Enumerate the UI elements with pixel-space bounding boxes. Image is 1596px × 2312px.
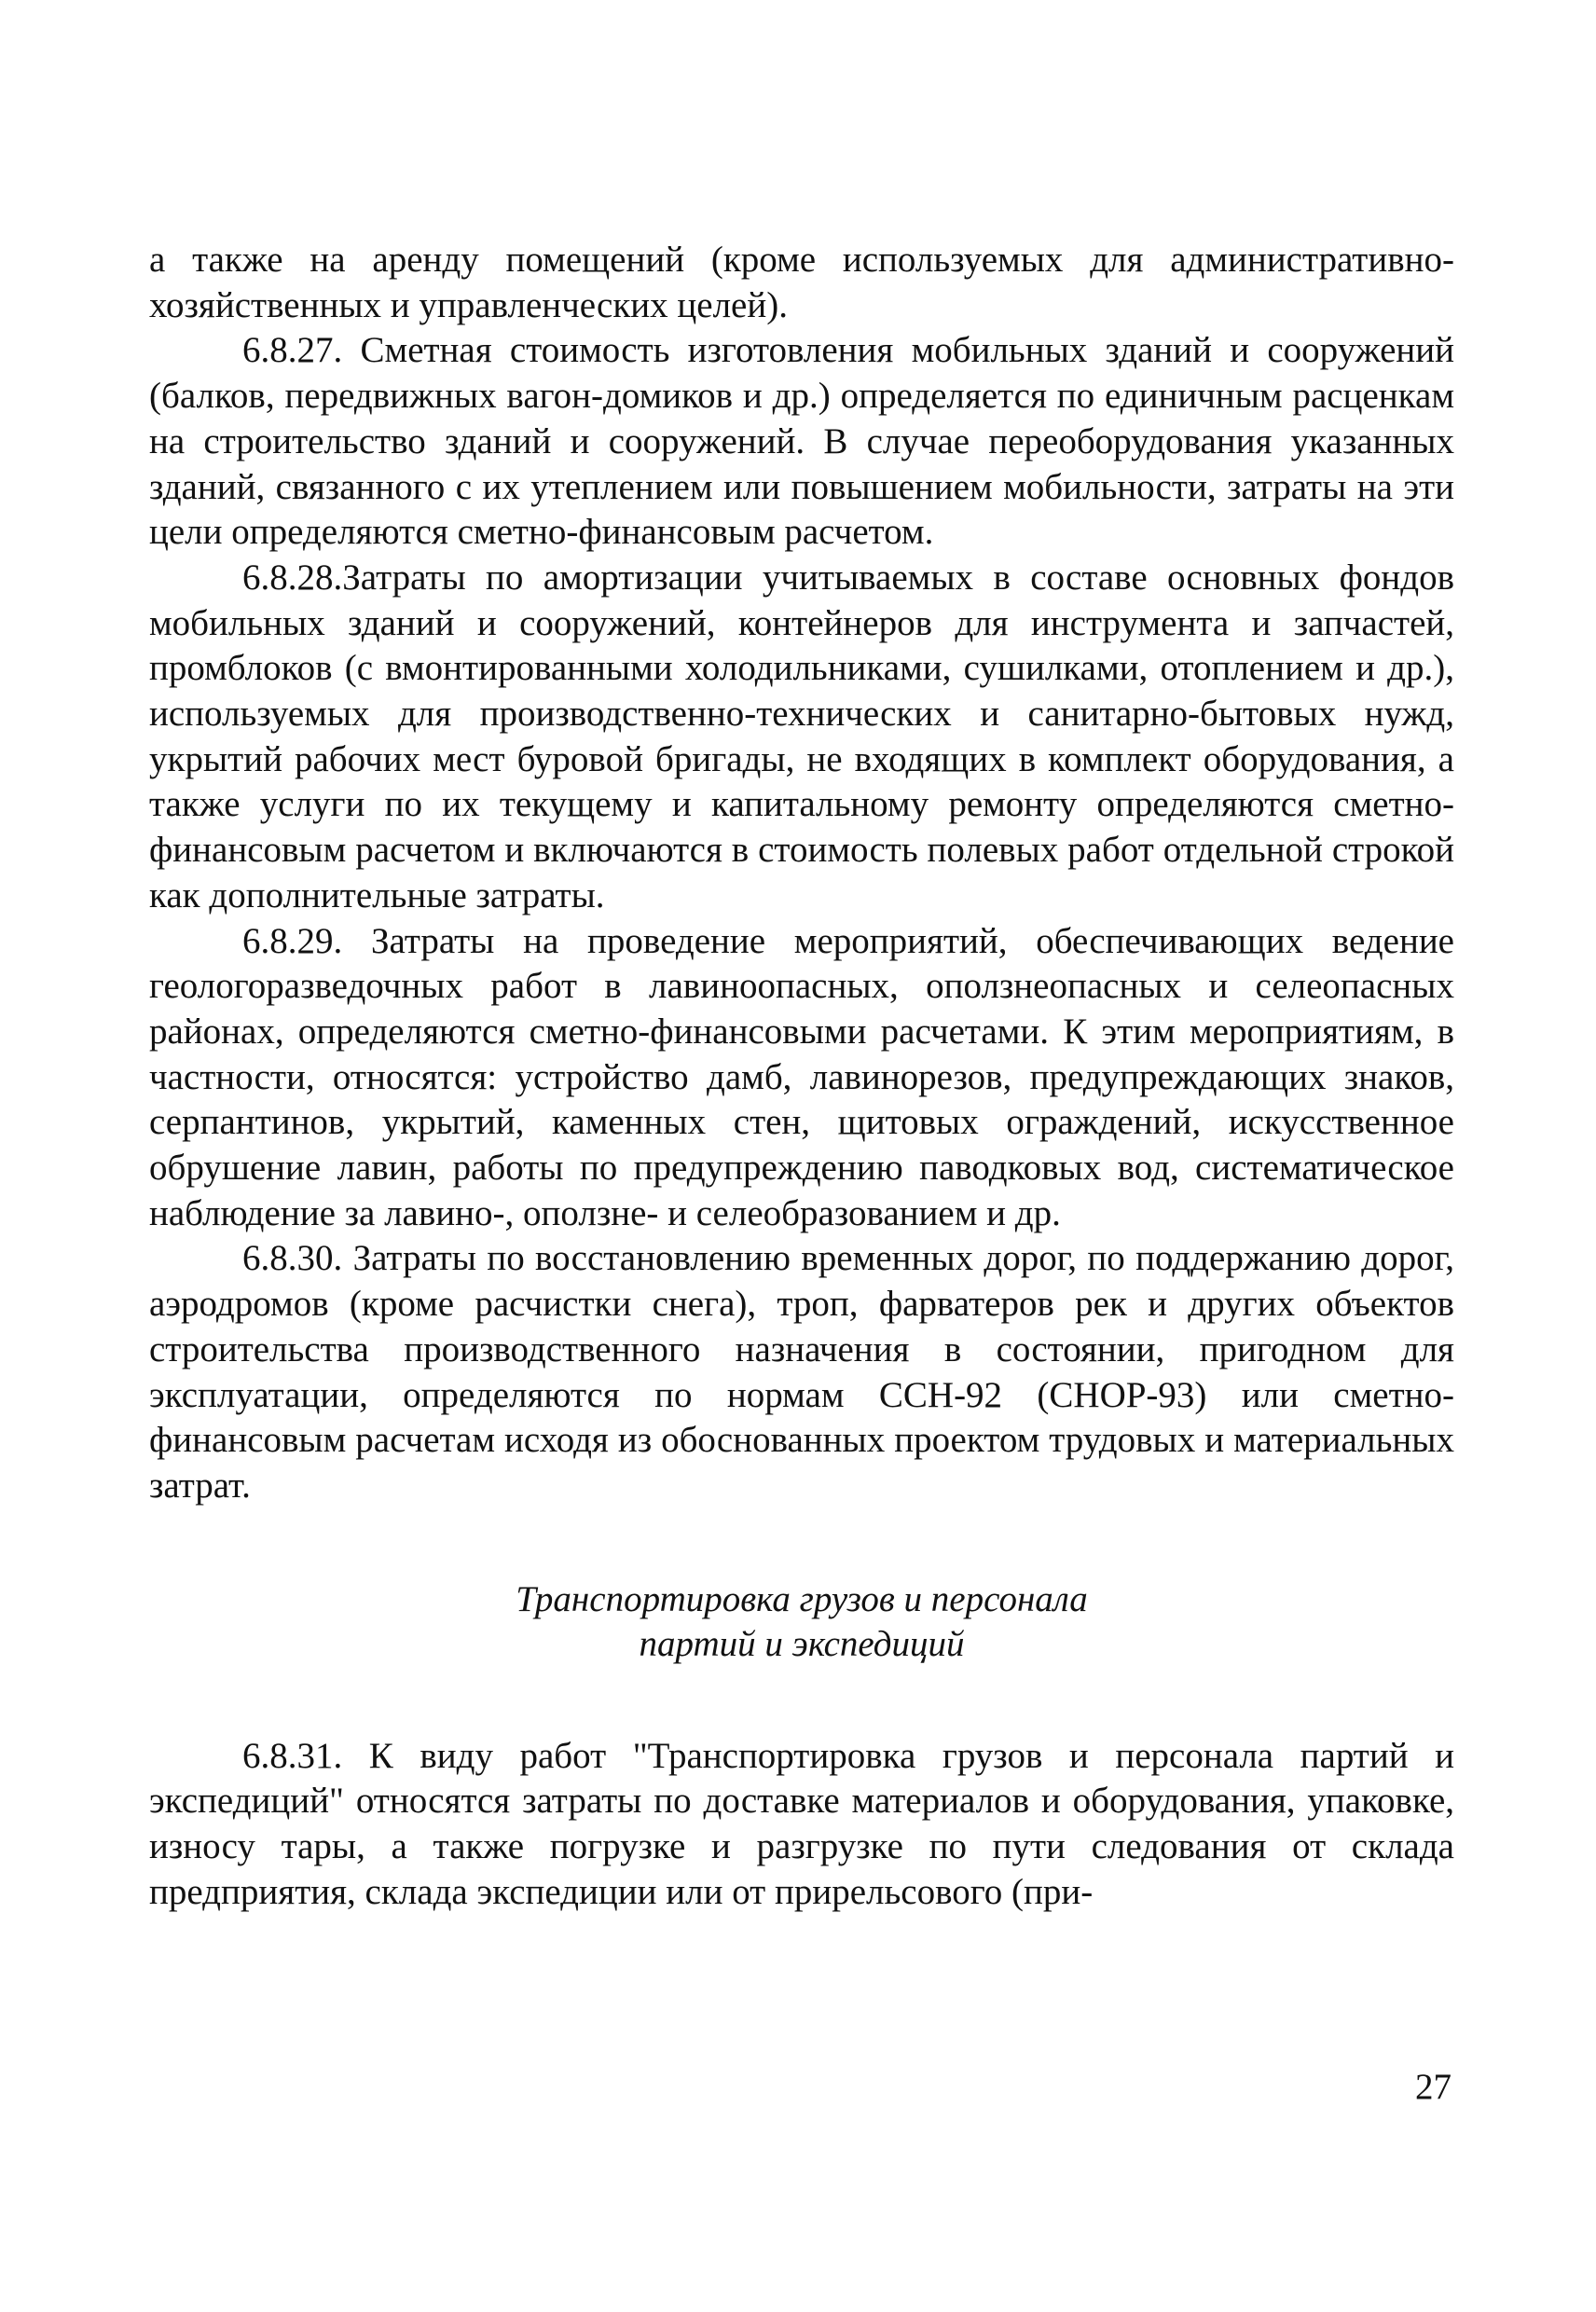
paragraph-6-8-27: 6.8.27. Сметная стоимость изготовления мобильных зданий и сооружений (балков, передвижных вагон-домиков и др.) определяется по единичным расценкам на строительство зданий и сооружений. В случае переоборудования указанных зданий, связанного с их утеплением или повышением мобильности, затраты на эти цели определяются сметно-финансовым расчетом. (149, 330, 1454, 553)
paragraph-6-8-31: 6.8.31. К виду работ "Транспортировка грузов и персонала партий и экспедиций" относятся затраты по доставке материалов и оборудования, упаковке, износу тары, а также погрузке и разгрузке по пути следования от склада предприятия, склада экспедиции или от прирельсового (при- (149, 1735, 1454, 1912)
section-title-line-1: Транспортировка грузов и персонала (516, 1578, 1088, 1619)
paragraph-continuation: а также на аренду помещений (кроме используемых для административно-хозяйственных и управленческих целей). (149, 240, 1454, 325)
section-title (149, 1577, 1454, 1667)
paragraph-6-8-29: 6.8.29. Затраты на проведение мероприятий, обеспечивающих ведение геологоразведочных работ в лавиноопасных, оползнеопасных и селеопасных районах, определяются сметно-финансовыми расчетами. К этим мероприятиям, в частности, относятся: устройство дамб, лавинорезов, предупреждающих знаков, серпантинов, укрытий, каменных стен, щитовых ограждений, искусственное обрушение лавин, работы по предупреждению паводковых вод, систематическое наблюдение за лавино-, оползне- и селеобразованием и др. (149, 920, 1454, 1233)
section-title-line-2: партий и экспедиций (639, 1623, 965, 1664)
paragraph-6-8-28: 6.8.28.Затраты по амортизации учитываемых в составе основных фондов мобильных зданий и сооружений, контейнеров для инструмента и запчастей, промблоков (с вмонтированными холодильниками, сушилками, отоплением и др.), используемых для производственно-технических и санитарно-бытовых нужд, укрытий рабочих мест буровой бригады, не входящих в комплект оборудования, а также услуги по их текущему и капитальному ремонту определяются сметно-финансовым расчетом и включаются в стоимость полевых работ отдельной строкой как дополнительные затраты. (149, 557, 1454, 915)
paragraph-6-8-30: 6.8.30. Затраты по восстановлению временных дорог, по поддержанию дорог, аэродромов (кроме расчистки снега), троп, фарватеров рек и других объектов строительства производственного назначения в состоянии, пригодном для эксплуатации, определяются по нормам ССН-92 (СНОР-93) или сметно-финансовым расчетам исходя из обоснованных проектом трудовых и материальных затрат. (149, 1238, 1454, 1506)
document-page (149, 238, 1454, 1916)
page-number: 27 (1415, 2067, 1452, 2107)
